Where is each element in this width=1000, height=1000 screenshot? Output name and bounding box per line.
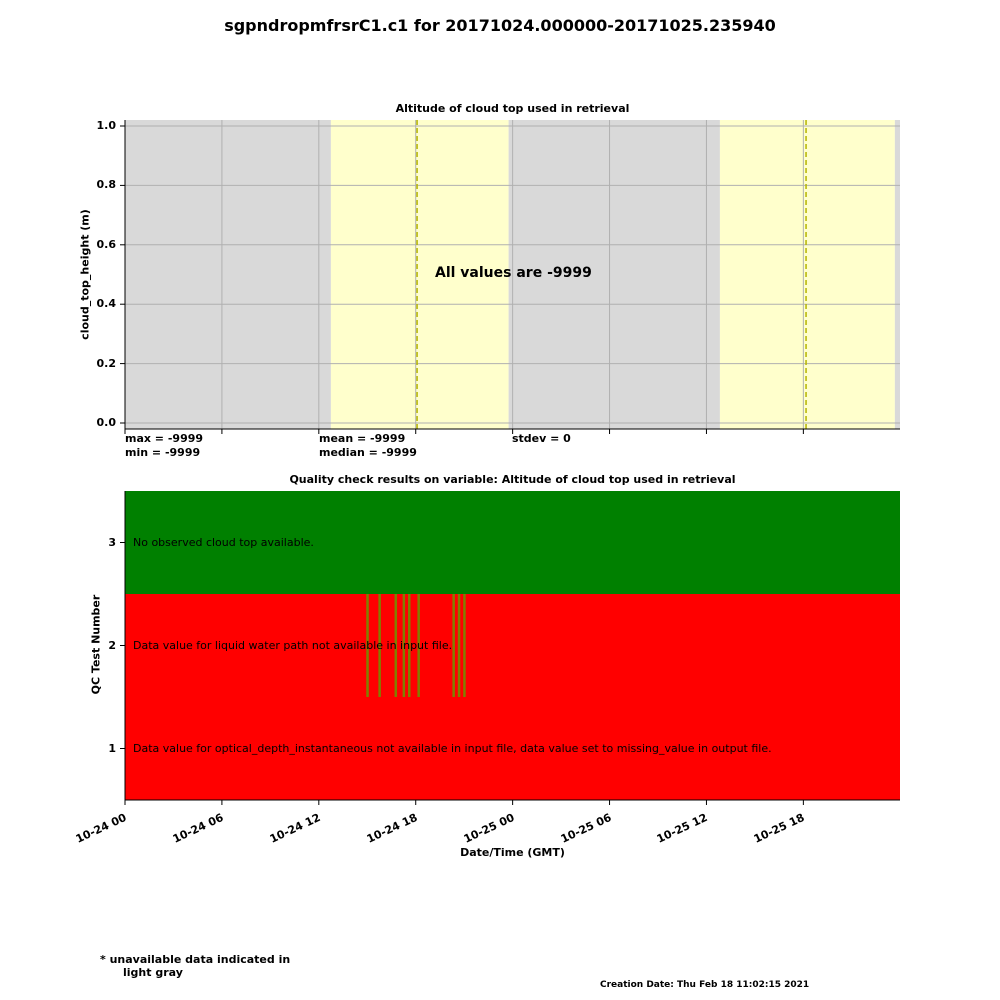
stat-mean: mean = -9999 (319, 432, 406, 445)
qc-ytick-label: 3 (108, 535, 116, 549)
qc-chart-ylabel: QC Test Number (89, 594, 103, 695)
top-chart-ytick-label: 1.0 (96, 119, 116, 132)
qc-xtick-label: 10-25 12 (655, 811, 710, 846)
top-chart-annotation: All values are -9999 (435, 265, 592, 281)
stat-stdev: stdev = 0 (512, 432, 571, 445)
qc-chart-xlabel: Date/Time (GMT) (460, 846, 565, 859)
qc-mixed-bar (458, 594, 461, 697)
top-chart-ylabel: cloud_top_height (m) (78, 209, 92, 340)
footnote (100, 953, 290, 979)
qc-ytick-label: 1 (108, 741, 116, 755)
qc-xtick-label: 10-24 06 (170, 811, 226, 846)
qc-chart-title: Quality check results on variable: Altitude of cloud top used in retrieval (289, 473, 736, 486)
qc-test-description: Data value for optical_depth_instantaneous not available in input file, data value set to missing_value in output file. (133, 741, 772, 755)
top-chart-ytick-label: 0.4 (96, 297, 116, 311)
qc-xtick-label: 10-25 00 (461, 811, 517, 846)
qc-test-description: No observed cloud top available. (133, 535, 314, 549)
footnote-line2: light gray (122, 966, 183, 979)
qc-xtick-label: 10-25 18 (752, 811, 807, 846)
qc-xtick-label: 10-24 12 (267, 811, 323, 846)
qc-xtick-label: 10-24 18 (364, 811, 420, 846)
missing-data-region (125, 120, 331, 429)
qc-test-description: Data value for liquid water path not available in input file. (133, 638, 453, 652)
top-chart-title: Altitude of cloud top used in retrieval (395, 102, 630, 115)
stat-median: median = -9999 (319, 446, 417, 459)
qc-xtick-label: 10-24 00 (73, 811, 129, 846)
top-chart-ytick-label: 0.8 (96, 178, 116, 192)
night-region (720, 120, 895, 429)
creation-date: Creation Date: Thu Feb 18 11:02:15 2021 (600, 980, 810, 990)
top-chart-ytick-label: 0.6 (96, 237, 116, 251)
stat-min: min = -9999 (125, 446, 201, 459)
qc-xtick-label: 10-25 06 (558, 811, 614, 846)
missing-data-region (895, 120, 900, 429)
qc-mixed-bar (452, 594, 455, 697)
top-chart-ytick-label: 0.2 (96, 356, 116, 370)
qc-mixed-bar (463, 594, 466, 697)
footnote-line1: * unavailable data indicated in (100, 953, 291, 966)
page-title: sgpndropmfrsrC1.c1 for 20171024.000000-20171025.235940 (224, 16, 776, 35)
top-chart-ytick-label: 0.0 (96, 416, 116, 429)
qc-ytick-label: 2 (108, 638, 116, 652)
stat-max: max = -9999 (125, 432, 204, 445)
